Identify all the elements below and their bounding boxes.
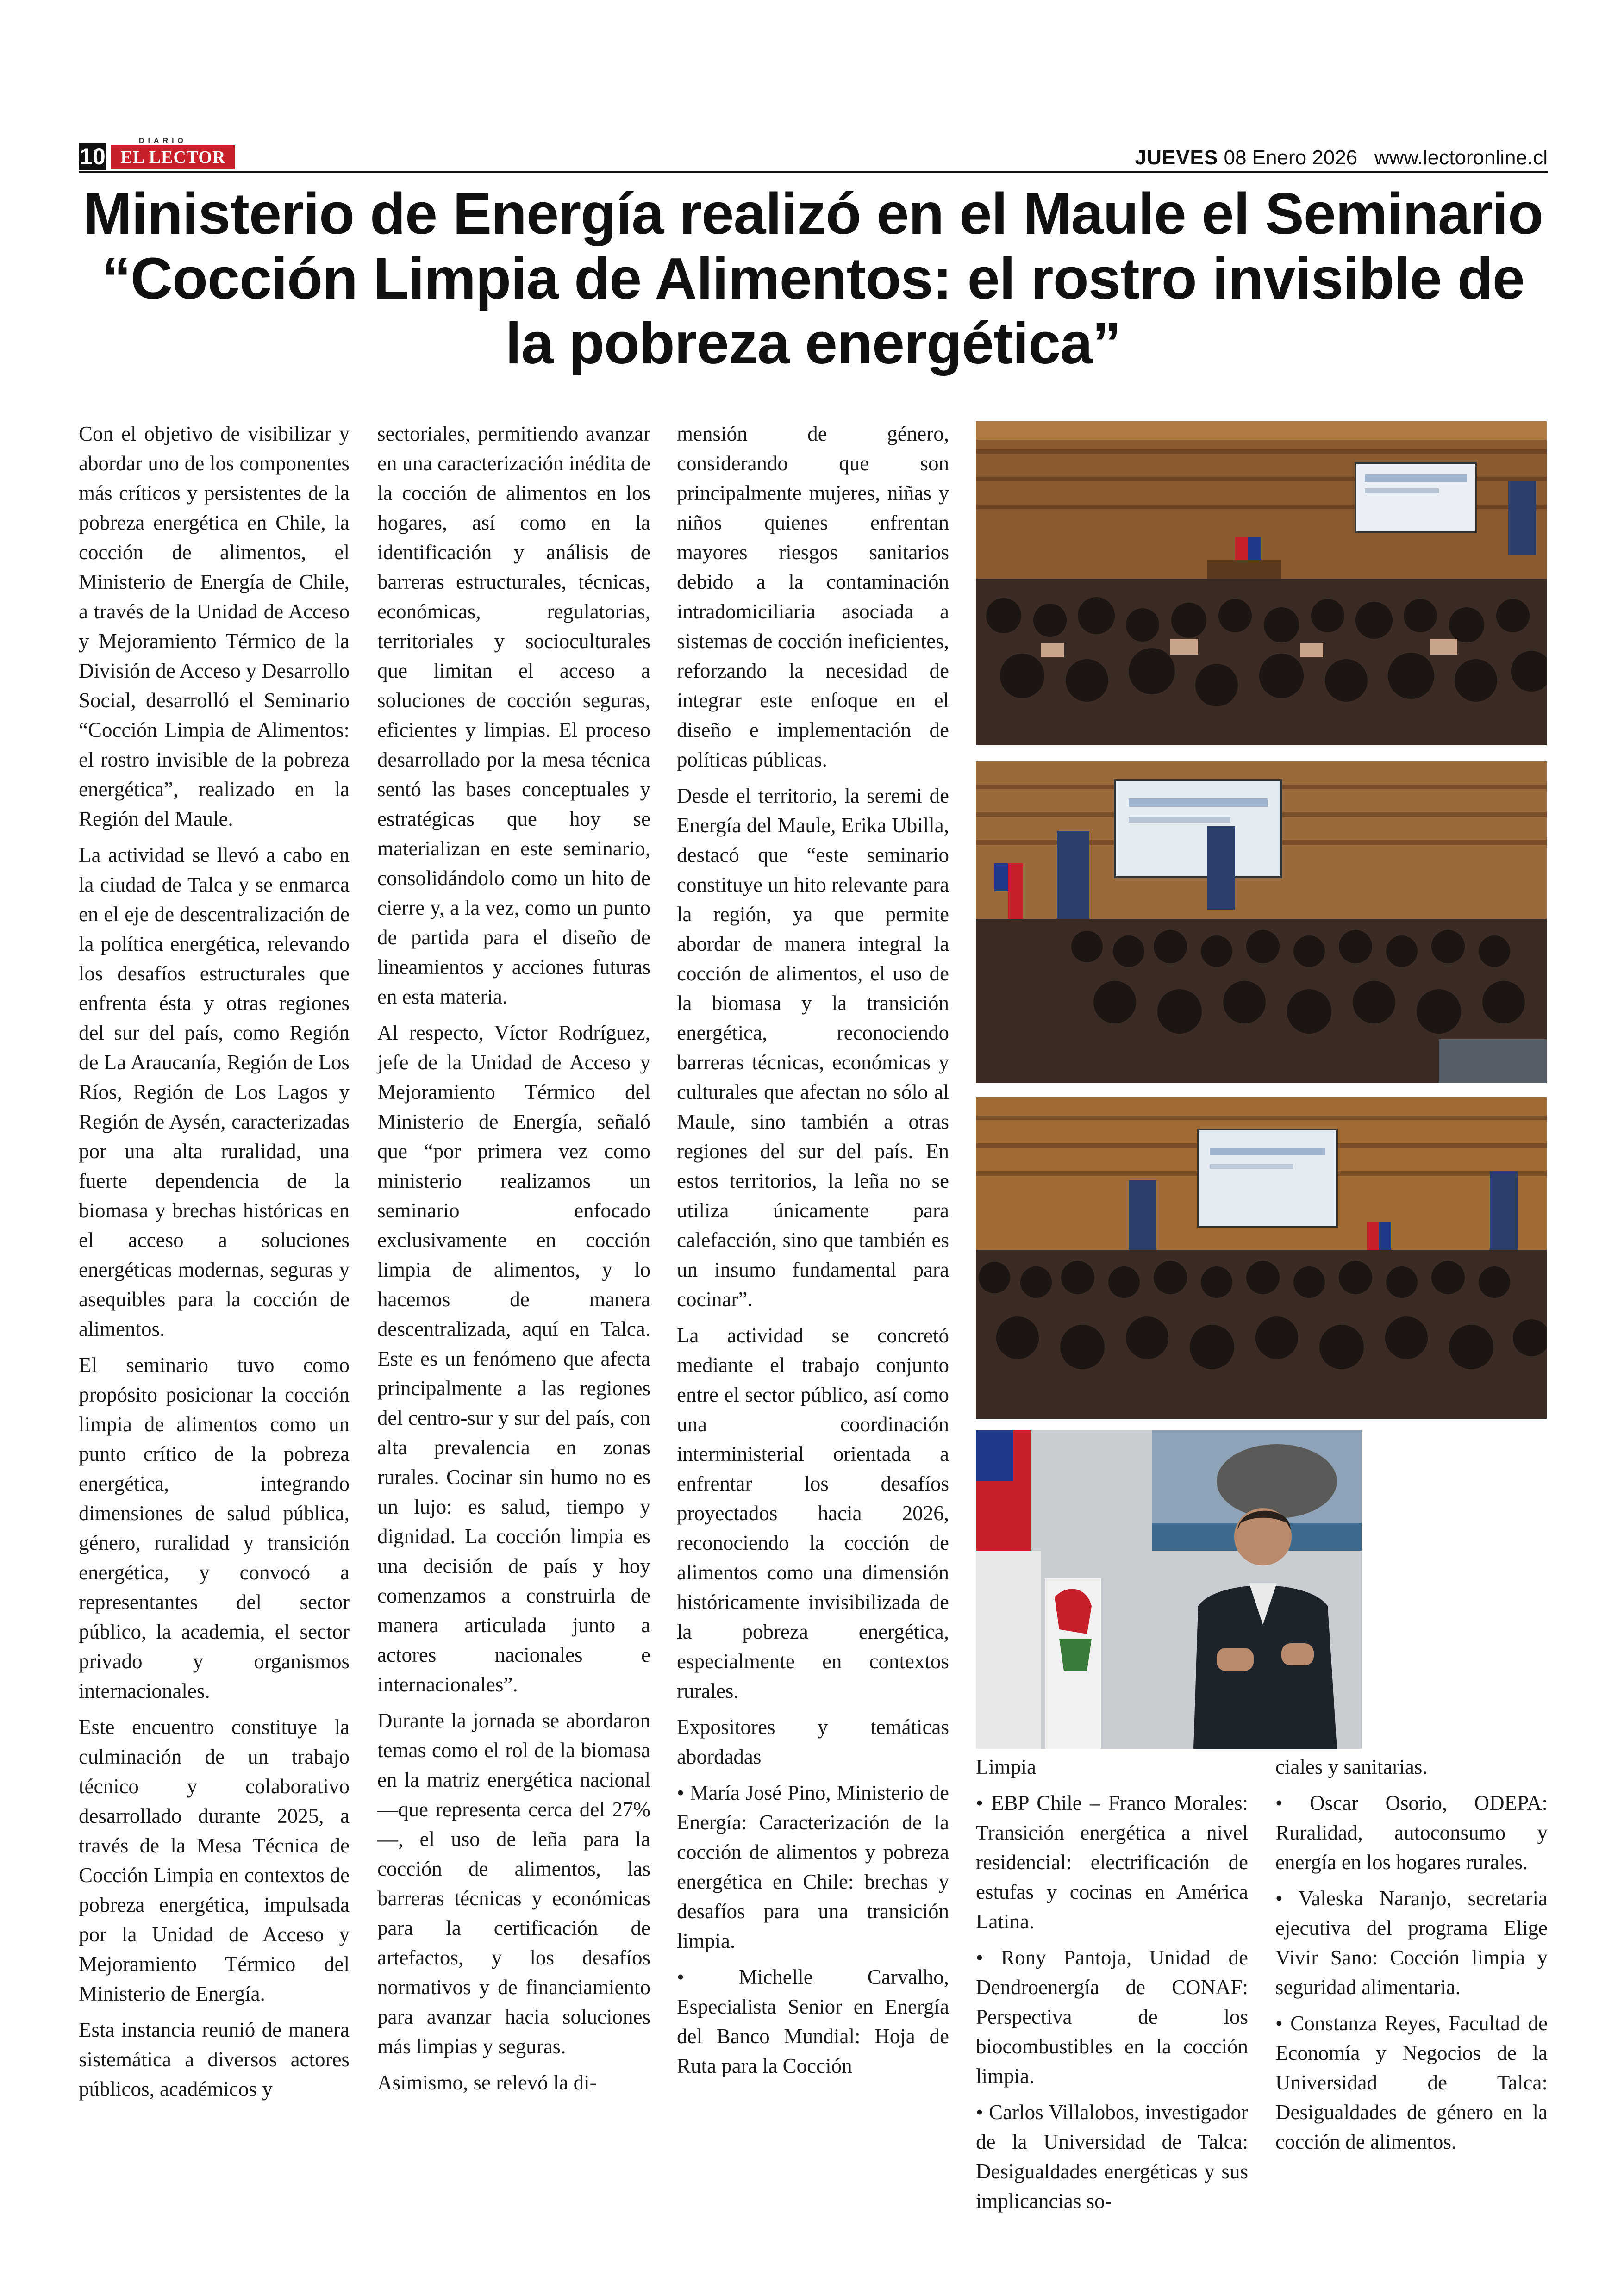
brand-super: DIARIO [139, 137, 187, 145]
seminar-photo-3 [976, 1097, 1547, 1419]
paragraph: Este encuentro constituye la culminación de un trabajo técnico y colaborativo desarrollado durante 2025, a través de la Mesa Técnica de Cocción Limpia en contextos de pobreza energética, impulsada por la Unidad de Acceso y Mejoramiento Térmico del Ministerio de Energía. [79, 1715, 350, 2005]
speaker-item: • Carlos Villalobos, investigador de la Universidad de Talca: Desigualdades energéticas y sus implicancias so- [976, 2097, 1248, 2216]
newspaper-logo: EL LECTOR [111, 145, 235, 169]
paragraph: mensión de género, considerando que son principalmente mujeres, niñas y niños quienes enfrentan mayores riesgos sanitarios debido a la contaminación intradomiciliaria asociada a sistemas de cocción ineficientes, reforzando la necesidad de integrar este enfoque en el diseño e implementación de políticas públicas. [677, 422, 949, 771]
speaker-item: • EBP Chile – Franco Morales: Transición energética a nivel residencial: electrificación de estufas y cocinas en América Latina. [976, 1788, 1248, 1936]
paragraph: ciales y sanitarias. [1275, 1755, 1428, 1778]
speakers-heading: Expositores y temáticas abordadas [677, 1715, 949, 1768]
article-column-3 [677, 419, 949, 2087]
article-headline: Ministerio de Energía realizó en el Maule el Seminario “Cocción Limpia de Alimentos: el rostro invisible de la pobreza energética” [83, 181, 1543, 376]
speaker-item: • Rony Pantoja, Unidad de Dendroenergía de CONAF: Perspectiva de los biocombustibles en la cocción limpia. [976, 1943, 1248, 2091]
paragraph: Al respecto, Víctor Rodríguez, jefe de la Unidad de Acceso y Mejoramiento Térmico del Ministerio de Energía, señaló que “por primera vez como ministerio realizamos un seminario enfocado exclusivamente en cocción limpia de alimentos, y lo hacemos de manera descentralizada, aquí en Talca. Este es un fenómeno que afecta principalmente a las regiones del centro-sur y sur del país, con alta prevalencia en zonas rurales. Cocinar sin humo no es un lujo: es salud, tiempo y dignidad. La cocción limpia es una decisión de país y hoy comenzamos a construirla de manera articulada junto a actores nacionales e internacionales”. [377, 1021, 650, 1696]
header-rule [79, 171, 1548, 173]
paragraph: Durante la jornada se abordaron temas como el rol de la biomasa en la matriz energética nacional —que representa cerca del 27%—, el uso de leña para la cocción de alimentos, las barreras técnicas y económicas para la certificación de artefactos, y los desafíos normativos y de financiamiento para avanzar hacia soluciones más limpias y seguras. [377, 1709, 650, 2058]
paragraph: Limpia [976, 1755, 1036, 1778]
speaker-item: • María José Pino, Ministerio de Energía: Caracterización de la cocción de alimentos y pobreza energética en Chile: brechas y desafíos para una transición limpia. [677, 1778, 949, 1956]
paragraph: Asimismo, se relevó la di- [377, 2071, 597, 2094]
dateline [1135, 146, 1548, 169]
article-column-4 [976, 1752, 1248, 2222]
paragraph: sectoriales, permitiendo avanzar en una caracterización inédita de la cocción de alimentos en los hogares, así como en la identificación y análisis de barreras estructurales, técnicas, económicas, regulatorias, territoriales y socioculturales que limitan el acceso a soluciones de cocción seguras, eficientes y limpias. El proceso desarrollado por la mesa técnica sentó las bases conceptuales y estratégicas que hoy se materializan en este seminario, consolidándolo como un hito de cierre y, a la vez, como un punto de partida para el diseño de lineamientos y acciones futuras en esta materia. [377, 422, 650, 1008]
paragraph: Con el objetivo de visibilizar y abordar uno de los componentes más críticos y persistentes de la pobreza energética en Chile, la cocción de alimentos, el Ministerio de Energía de Chile, a través de la Unidad de Acceso y Mejoramiento Térmico de la División de Acceso y Desarrollo Social, desarrolló el Seminario “Cocción Limpia de Alimentos: el rostro invisible de la pobreza energética”, realizado en la Región del Maule. [79, 422, 350, 830]
speaker-item: • Valeska Naranjo, secretaria ejecutiva del programa Elige Vivir Sano: Cocción limpia y seguridad alimentaria. [1275, 1883, 1548, 2002]
speaker-item: • Oscar Osorio, ODEPA: Ruralidad, autoconsumo y energía en los hogares rurales. [1275, 1788, 1548, 1877]
article-column-2 [377, 419, 650, 2104]
paragraph: El seminario tuvo como propósito posicionar la cocción limpia de alimentos como un punto crítico de la pobreza energética, integrando dimensiones de salud pública, género, ruralidad y transición energética, y convocó a representantes del sector público, la academia, el sector privado y organismos internacionales. [79, 1353, 350, 1703]
dateline-date: 08 Enero 2026 [1224, 146, 1358, 169]
speaker-item: • Constanza Reyes, Facultad de Economía y Negocios de la Universidad de Talca: Desigualdades de género en la cocción de alimentos. [1275, 2008, 1548, 2157]
dateline-day: JUEVES [1135, 146, 1218, 169]
paragraph: Desde el territorio, la seremi de Energía del Maule, Erika Ubilla, destacó que “este seminario constituye un hito relevante para la región, ya que permite abordar de manera integral la cocción de alimentos, el uso de la biomasa y la transición energética, reconociendo barreras técnicas, económicas y culturales que afectan no sólo al Maule, sino también a otras regiones del sur del país. En estos territorios, la leña no se utiliza únicamente para calefacción, sino que también es un insumo fundamental para cocinar”. [677, 784, 949, 1311]
paragraph: La actividad se concretó mediante el trabajo conjunto entre el sector público, así como una coordinación interministerial orientada a enfrentar los desafíos proyectados hacia 2026, reconociendo la cocción de alimentos como una dimensión históricamente invisibilizada de la pobreza energética, especialmente en contextos rurales. [677, 1324, 949, 1703]
speaker-item: • Michelle Carvalho, Especialista Senior en Energía del Banco Mundial: Hoja de Ruta para la Cocción [677, 1962, 949, 2081]
speaker-photo [976, 1430, 1362, 1749]
seminar-photo-2 [976, 761, 1547, 1083]
dateline-site: www.lectoronline.cl [1374, 146, 1548, 169]
article-column-5 [1275, 1752, 1548, 2163]
seminar-photo-1 [976, 421, 1547, 745]
page-number: 10 [79, 143, 106, 170]
paragraph: Esta instancia reunió de manera sistemática a diversos actores públicos, académicos y [79, 2018, 350, 2101]
article-column-1 [79, 419, 350, 2110]
paragraph: La actividad se llevó a cabo en la ciudad de Talca y se enmarca en el eje de descentralización de la política energética, relevando los desafíos estructurales que enfrenta ésta y otras regiones del sur del país, como Región de La Araucanía, Región de Los Ríos, Región de Los Lagos y Región de Aysén, caracterizadas por una alta ruralidad, una fuerte dependencia de la biomasa y brechas históricas en el acceso a soluciones energéticas modernas, seguras y asequibles para la cocción de alimentos. [79, 843, 350, 1341]
